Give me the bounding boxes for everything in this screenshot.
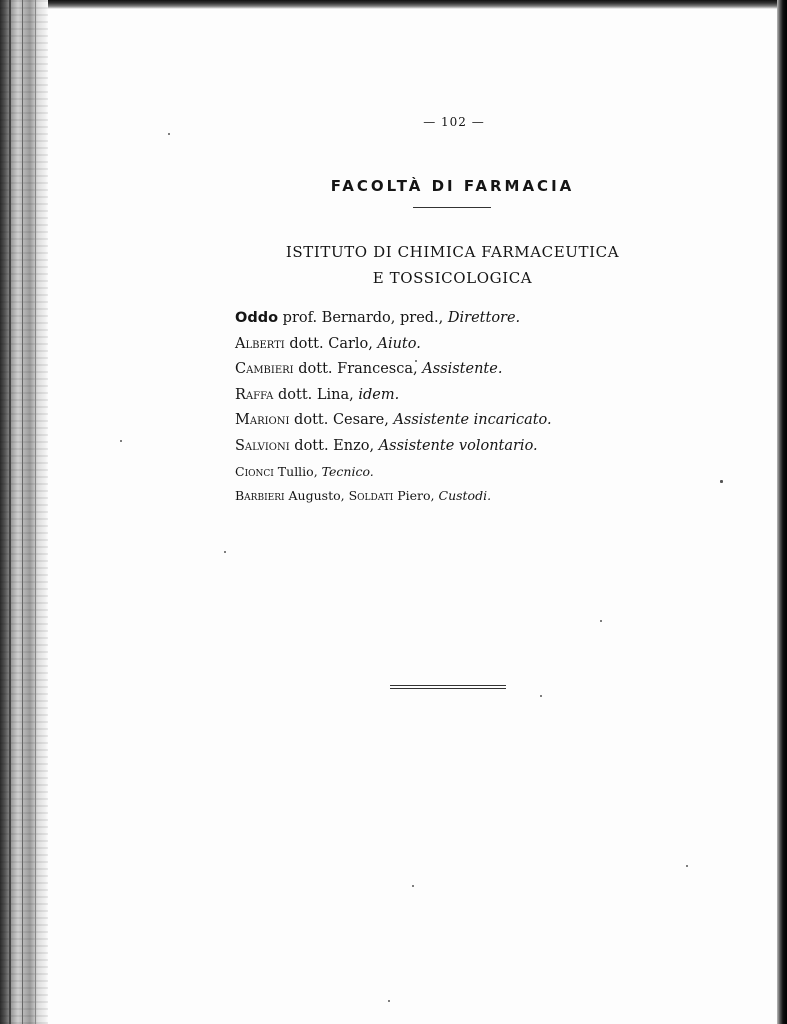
staff-role: Aiuto. [377, 335, 421, 352]
scan-speck [720, 480, 723, 483]
staff-entry [235, 306, 655, 332]
staff-entry [235, 484, 655, 508]
staff-surname: Raffa [235, 386, 274, 403]
binding-line [22, 0, 23, 1024]
page-top-edge [0, 0, 787, 9]
staff-details: dott. Francesca, [293, 361, 423, 378]
scan-speck [686, 865, 688, 867]
staff-surname: Oddo [235, 310, 279, 326]
page-right-edge [777, 0, 787, 1024]
staff-entry [235, 460, 655, 484]
staff-entry [235, 332, 655, 358]
staff-role: Direttore. [447, 310, 521, 326]
staff-details: Tullio, [273, 463, 322, 479]
scan-speck [224, 551, 226, 553]
staff-details: Piero, [393, 487, 439, 503]
scan-speck [412, 885, 414, 887]
staff-role: Custodi. [438, 487, 492, 503]
staff-role: Tecnico. [321, 463, 374, 479]
faculty-title: FACOLTÀ DI FARMACIA [330, 177, 575, 195]
page-number: — 102 — [423, 115, 485, 129]
staff-role: Assistente incaricato. [393, 412, 552, 429]
closing-double-rule [390, 685, 506, 689]
scan-speck [168, 133, 170, 135]
title-rule [413, 207, 491, 208]
binding-line [9, 0, 11, 1024]
scan-speck [600, 620, 602, 622]
staff-role: Assistente. [422, 361, 503, 378]
staff-surname: Cambieri [235, 361, 294, 378]
staff-details: prof. Bernardo, pred., [278, 310, 448, 326]
staff-details: dott. Carlo, [284, 335, 378, 352]
staff-details: dott. Cesare, [289, 412, 394, 429]
scan-speck [540, 695, 542, 697]
staff-role: Assistente volontario. [378, 437, 538, 454]
staff-role: idem. [358, 386, 400, 403]
institute-title-line: E TOSSICOLOGICA [372, 269, 533, 287]
institute-title [270, 239, 635, 291]
book-binding-edge [0, 0, 48, 1024]
staff-surname: Marioni [235, 412, 290, 429]
staff-details: Augusto, [284, 487, 349, 503]
staff-details: dott. Lina, [273, 386, 359, 403]
staff-surname: Alberti [235, 335, 285, 352]
staff-entry [235, 408, 655, 434]
scan-speck [388, 1000, 390, 1002]
staff-details: dott. Enzo, [289, 437, 379, 454]
staff-surname: Salvioni [235, 437, 290, 454]
staff-entry [235, 383, 655, 409]
staff-surname: Soldati [348, 487, 394, 503]
institute-title-line: ISTITUTO DI CHIMICA FARMACEUTICA [285, 243, 620, 261]
staff-list [235, 306, 655, 508]
binding-line [35, 0, 36, 1024]
staff-entry [235, 357, 655, 383]
staff-surname: Cionci [235, 463, 274, 479]
staff-entry [235, 434, 655, 460]
scan-speck [120, 440, 122, 442]
staff-surname: Barbieri [235, 487, 285, 503]
